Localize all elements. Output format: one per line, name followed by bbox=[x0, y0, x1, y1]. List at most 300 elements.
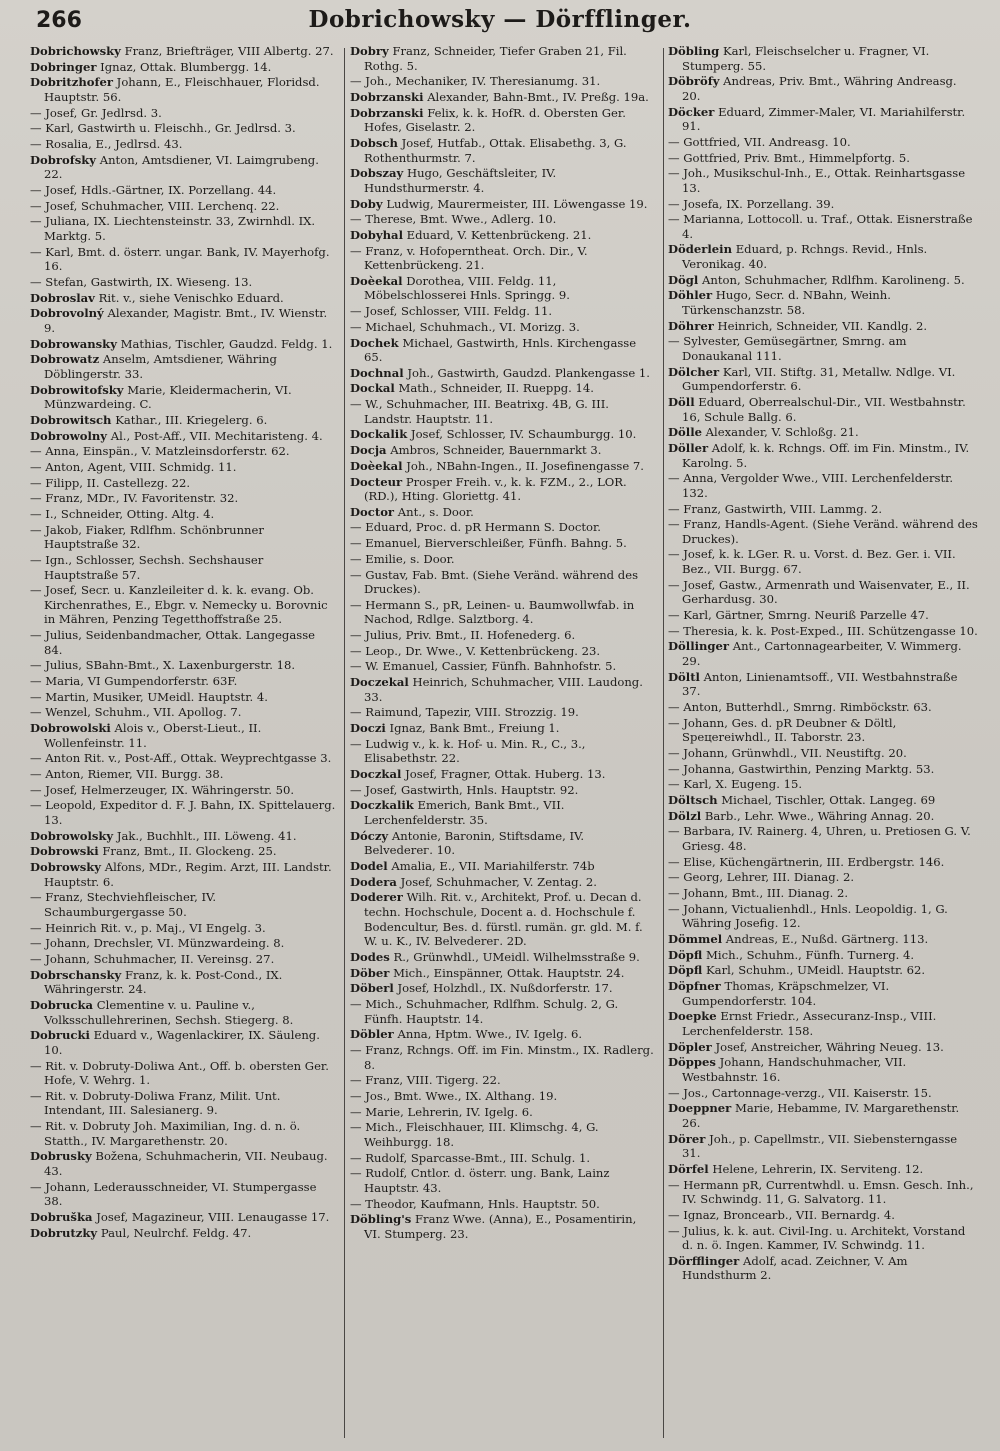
entry-details: Alexander, V. Schloßg. 21. bbox=[705, 425, 859, 440]
entry-details: Michael, Tischler, Ottak. Langeg. 69 bbox=[721, 793, 936, 807]
entry-details: — Theodor, Kaufmann, Hnls. Hauptstr. 50. bbox=[350, 1196, 600, 1211]
directory-entry bbox=[668, 242, 978, 271]
entry-surname: Dobrzanski bbox=[350, 105, 424, 120]
directory-entry bbox=[668, 471, 978, 500]
entry-details: — Josef, Hdls.-Gärtner, IX. Porzellang. 44. bbox=[30, 183, 277, 197]
entry-details: — Josef, Gastw., Armenrath und Waisenvater, E., II. Gerhardusg. 30. bbox=[668, 577, 970, 607]
entry-details: — Jakob, Fiaker, Rdlfhm. Schönbrunner Hauptstraße 32. bbox=[30, 522, 264, 552]
entry-details: Al., Post-Aff., VII. Mechitaristeng. 4. bbox=[110, 428, 323, 443]
entry-details: — Josef, Schlosser, VIII. Feldg. 11. bbox=[350, 304, 553, 319]
entry-surname: Doczi bbox=[350, 721, 386, 736]
entry-details: — Johann, Drechsler, VI. Münzwardeing. 8. bbox=[30, 936, 285, 951]
directory-entry bbox=[30, 476, 336, 491]
entry-details: Andreas, E., Nußd. Gärtnerg. 113. bbox=[725, 932, 929, 946]
directory-entry bbox=[30, 60, 336, 75]
entry-details: — Josef, Helmerzeuger, IX. Währingerstr. 50. bbox=[30, 782, 295, 797]
directory-entry bbox=[668, 441, 978, 470]
entry-details: — Theresia, k. k. Post-Exped., III. Schützengasse 10. bbox=[668, 623, 978, 638]
directory-entry bbox=[668, 1040, 978, 1055]
directory-entry bbox=[350, 767, 654, 782]
entry-surname: Dörfel bbox=[668, 1161, 709, 1176]
entry-details: — Mich., Schuhmacher, Rdlfhm. Schulg. 2, G. Fünfh. Hauptstr. 14. bbox=[350, 996, 619, 1026]
running-title: Dobrichowsky — Dörfflinger. bbox=[308, 6, 692, 33]
directory-entry bbox=[30, 275, 336, 290]
directory-entry bbox=[350, 475, 654, 504]
entry-surname: Dölcher bbox=[668, 364, 720, 379]
entry-details: Barb., Lehr. Wwe., Währing Annag. 20. bbox=[704, 808, 935, 823]
entry-details: — Mich., Fleischhauer, III. Klimschg. 4, G. Weihburgg. 18. bbox=[350, 1120, 599, 1149]
directory-entry bbox=[350, 598, 654, 627]
entry-details: — Julius, k. k. aut. Civil-Ing. u. Architekt, Vorstand d. n. ö. Ingen. Kammer, IV. Schwindg. 11. bbox=[668, 1223, 966, 1253]
entry-details: — Hermann pR, Currentwhdl. u. Emsn. Gesch. Inh., IV. Schwindg. 11, G. Salvatorg. 11. bbox=[668, 1177, 974, 1207]
entry-details: Franz Wwe. (Anna), E., Posamentirin, VI. Stumperg. 23. bbox=[364, 1212, 637, 1241]
entry-details: — Anton Rit. v., Post-Aff., Ottak. Weyprechtgasse 3. bbox=[30, 751, 332, 766]
entry-details: Andreas, Priv. Bmt., Währing Andreasg. 20. bbox=[682, 74, 957, 103]
entry-surname: Döhrer bbox=[668, 318, 714, 333]
entry-surname: Dobritzhofer bbox=[30, 75, 113, 90]
entry-details: Kathar., III. Kriegelerg. 6. bbox=[115, 412, 268, 427]
directory-entry bbox=[668, 502, 978, 517]
directory-entry bbox=[350, 336, 654, 365]
directory-entry bbox=[30, 998, 336, 1027]
directory-entry bbox=[30, 1028, 336, 1057]
entry-surname: Dochnal bbox=[350, 365, 404, 380]
entry-details: Anton, Linienamtsoff., VII. Westbahnstraße 37. bbox=[682, 669, 958, 699]
entry-surname: Doctor bbox=[350, 504, 395, 519]
entry-details: Felix, k. k. HofR. d. Obersten Ger. Hofes, Giselastr. 2. bbox=[364, 105, 626, 135]
directory-entry bbox=[30, 137, 336, 152]
directory-entry bbox=[30, 523, 336, 552]
entry-surname: Döbling's bbox=[350, 1212, 412, 1227]
entry-details: Marie, Kleidermacherin, VI. Münzwardeing. C. bbox=[44, 382, 292, 412]
directory-entry bbox=[30, 153, 336, 182]
directory-entry bbox=[668, 670, 978, 699]
entry-surname: Doczkalik bbox=[350, 798, 414, 813]
directory-entry bbox=[350, 536, 654, 551]
entry-surname: Dodes bbox=[350, 949, 390, 964]
entry-details: Amalia, E., VII. Mariahilferstr. 74b bbox=[391, 859, 595, 874]
directory-entry bbox=[668, 44, 978, 73]
directory-entry bbox=[30, 337, 336, 352]
entry-details: Ambros, Schneider, Bauernmarkt 3. bbox=[390, 443, 602, 458]
entry-surname: Döderlein bbox=[668, 242, 732, 257]
directory-entry bbox=[350, 106, 654, 135]
entry-surname: Dóczy bbox=[350, 828, 389, 843]
entry-details: Jak., Buchhlt., III. Löweng. 41. bbox=[116, 828, 297, 843]
directory-entry bbox=[30, 658, 336, 673]
directory-entry bbox=[30, 860, 336, 889]
entry-details: — Gottfried, Priv. Bmt., Himmelpfortg. 5. bbox=[668, 150, 910, 165]
directory-entry bbox=[30, 460, 336, 475]
directory-entry bbox=[350, 981, 654, 996]
entry-details: Eduard, Oberrealschul-Dir., VII. Westbahnstr. 16, Schule Ballg. 6. bbox=[682, 394, 966, 424]
directory-entry bbox=[350, 552, 654, 567]
entry-surname: Döller bbox=[668, 440, 709, 455]
entry-surname: Döcker bbox=[668, 104, 715, 119]
entry-surname: Dobrschansky bbox=[30, 967, 122, 982]
entry-surname: Docja bbox=[350, 443, 387, 458]
entry-surname: Döpfl bbox=[668, 963, 703, 978]
directory-entry bbox=[30, 890, 336, 919]
entry-details: Božena, Schuhmacherin, VII. Neubaug. 43. bbox=[44, 1149, 328, 1179]
entry-details: Eduard v., Wagenlackirer, IX. Säuleng. 10. bbox=[44, 1028, 320, 1057]
entry-surname: Dobrowsky bbox=[30, 860, 102, 875]
directory-entry bbox=[30, 1059, 336, 1088]
entry-details: — Barbara, IV. Rainerg. 4, Uhren, u. Pretiosen G. V. Griesg. 48. bbox=[668, 824, 971, 853]
entry-details: Eduard, V. Kettenbrückeng. 21. bbox=[406, 227, 592, 242]
entry-surname: Döberl bbox=[350, 981, 394, 996]
entry-surname: Dörfflinger bbox=[668, 1253, 740, 1268]
entry-details: — Sylvester, Gemüsegärtner, Smrng. am Donaukanal 111. bbox=[668, 334, 907, 363]
directory-entry bbox=[668, 777, 978, 792]
directory-entry bbox=[350, 1073, 654, 1088]
directory-entry bbox=[30, 1226, 336, 1241]
directory-entry bbox=[350, 644, 654, 659]
entry-details: Wilh. Rit. v., Architekt, Prof. u. Decan d. techn. Hochschule, Docent a. d. Hochschule f. Bodencultur, Bes. d. fürstl. rumän. gr. gld. M. f. W. u. K., IV. Belvederег. 2D. bbox=[364, 890, 643, 949]
directory-entry bbox=[30, 952, 336, 967]
directory-entry bbox=[668, 74, 978, 103]
entry-details: Dorothea, VIII. Feldg. 11, Möbelschlosserei Hnls. Springg. 9. bbox=[364, 273, 570, 303]
entry-details: Mich., Schuhm., Fünfh. Turnerg. 4. bbox=[706, 947, 915, 962]
entry-details: — Anton, Agent, VIII. Schmidg. 11. bbox=[30, 459, 237, 474]
directory-entry bbox=[668, 624, 978, 639]
directory-entry bbox=[350, 381, 654, 396]
directory-entry bbox=[30, 491, 336, 506]
entry-details: Josef, Holzhdl., IX. Nußdorferstr. 17. bbox=[397, 981, 613, 996]
entry-details: — Johann, Grünwhdl., VII. Neustiftg. 20. bbox=[668, 745, 907, 760]
directory-entry bbox=[668, 932, 978, 947]
directory-entry bbox=[668, 746, 978, 761]
entry-details: — Marianna, Lottocoll. u. Traf., Ottak. Eisnerstraße 4. bbox=[668, 212, 973, 241]
entry-details: Franz, k. k. Post-Cond., IX. Währingerstr. 24. bbox=[44, 967, 283, 997]
entry-details: Clementine v. u. Pauline v., Volksschullehrerinen, Sechsh. Stiegerg. 8. bbox=[44, 998, 294, 1027]
directory-entry bbox=[668, 517, 978, 546]
directory-entry bbox=[350, 443, 654, 458]
entry-surname: Dobrowitofsky bbox=[30, 382, 124, 397]
entry-surname: Döhler bbox=[668, 288, 713, 303]
entry-surname: Dobrofsky bbox=[30, 152, 97, 167]
entry-details: Karl, VII. Stiftg. 31, Metallw. Ndlge. VI. Gumpendorferstr. 6. bbox=[682, 364, 956, 394]
directory-entry bbox=[30, 383, 336, 412]
directory-entry bbox=[350, 274, 654, 303]
entry-surname: Dobsch bbox=[350, 135, 398, 150]
directory-entry bbox=[350, 1043, 654, 1072]
entry-details: — Franz, Stechviehfleischer, IV. Schaumburgergasse 50. bbox=[30, 890, 217, 919]
entry-details: Alois v., Oberst-Lieut., II. Wollenfeinstr. 11. bbox=[44, 721, 262, 750]
entry-surname: Döbling bbox=[668, 44, 720, 58]
directory-entry bbox=[350, 628, 654, 643]
entry-surname: Doczekal bbox=[350, 675, 409, 690]
entry-details: — Franz, VIII. Tigerg. 22. bbox=[350, 1073, 501, 1088]
entry-surname: Döbler bbox=[350, 1027, 394, 1042]
entry-details: — Josef, Gastwirth, Hnls. Hauptstr. 92. bbox=[350, 782, 579, 797]
entry-details: Anna, Hptm. Wwe., IV. Igelg. 6. bbox=[397, 1027, 583, 1042]
entry-details: R., Grünwhdl., UMeidl. Wilhelmsstraße 9. bbox=[393, 949, 640, 964]
directory-entry bbox=[350, 366, 654, 381]
entry-details: — Wenzel, Schuhm., VII. Apollog. 7. bbox=[30, 705, 242, 720]
entry-details: — Michael, Schuhmach., VI. Morizg. 3. bbox=[350, 319, 580, 334]
directory-entry bbox=[350, 74, 654, 89]
entry-details: — Julius, Seidenbandmacher, Ottak. Langegasse 84. bbox=[30, 628, 316, 657]
directory-entry bbox=[668, 212, 978, 241]
entry-details: Josef, Hutfab., Ottak. Elisabethg. 3, G. Rothenthurmstr. 7. bbox=[364, 135, 627, 165]
entry-details: — Anna, Vergolder Wwe., VIII. Lerchenfelderstr. 132. bbox=[668, 471, 954, 500]
directory-entry bbox=[350, 890, 654, 948]
entry-details: Prosper Freih. v., k. k. FZM., 2., LOR. (RD.), Hting. Gloriettg. 41. bbox=[364, 474, 627, 504]
entry-details: — Josef, Secr. u. Kanzleileiter d. k. k. evang. Ob. Kirchenrathes, E., Ebgr. v. Nemecky u. Borovnic in Mähren, Penzing Tegetthoffstraße 25. bbox=[30, 583, 328, 627]
directory-entry bbox=[668, 395, 978, 424]
entry-details: — Johann, Victualienhdl., Hnls. Leopoldig. 1, G. Währing Josefig. 12. bbox=[668, 901, 948, 931]
directory-entry bbox=[350, 304, 654, 319]
directory-entry bbox=[30, 1089, 336, 1118]
entry-surname: Docteur bbox=[350, 474, 403, 489]
entry-details: Josef, Schlosser, IV. Schaumburgg. 10. bbox=[410, 427, 637, 442]
directory-entry bbox=[350, 320, 654, 335]
entry-details: Ant., Cartonnagearbeiter, V. Wimmerg. 29. bbox=[682, 639, 962, 668]
entry-details: — Anna, Einspän., V. Matzleinsdorferstr. 62. bbox=[30, 444, 290, 459]
directory-entry bbox=[350, 783, 654, 798]
entry-details: — Marie, Lehrerin, IV. Igelg. 6. bbox=[350, 1104, 533, 1119]
entry-details: — Jos., Cartonnage-verzg., VII. Kaiserstr. 15. bbox=[668, 1085, 932, 1100]
directory-entry bbox=[350, 90, 654, 105]
directory-entry bbox=[30, 553, 336, 582]
page-number: 266 bbox=[36, 8, 82, 33]
entry-details: — Gottfried, VII. Andreasg. 10. bbox=[668, 134, 851, 149]
directory-entry bbox=[350, 1027, 654, 1042]
entry-details: — Filipp, II. Castellezg. 22. bbox=[30, 475, 191, 490]
directory-entry bbox=[668, 639, 978, 668]
entry-surname: Dochek bbox=[350, 335, 399, 350]
directory-entry bbox=[30, 798, 336, 827]
entry-details: — Johann, Bmt., III. Dianag. 2. bbox=[668, 886, 849, 901]
entry-details: Ant., s. Door. bbox=[397, 504, 474, 519]
directory-entry bbox=[350, 44, 654, 73]
entry-details: — Ignaz, Broncearb., VII. Bernardg. 4. bbox=[668, 1207, 895, 1222]
column-divider bbox=[663, 48, 664, 1438]
entry-details: — W. Emanuel, Cassier, Fünfh. Bahnhofstr. 5. bbox=[350, 659, 617, 674]
entry-details: — Heinrich Rit. v., p. Maj., VI Engelg. 3. bbox=[30, 920, 266, 935]
entry-details: — Rudolf, Sparcasse-Bmt., III. Schulg. 1. bbox=[350, 1150, 591, 1165]
entry-surname: Dobrucki bbox=[30, 1028, 90, 1043]
entry-surname: Dobruška bbox=[30, 1210, 93, 1224]
directory-entry bbox=[668, 273, 978, 288]
directory-entry bbox=[30, 690, 336, 705]
entry-details: Anton, Amtsdiener, VI. Laimgrubeng. 22. bbox=[44, 152, 319, 182]
directory-entry bbox=[668, 824, 978, 853]
entry-details: — Julius, Priv. Bmt., II. Hofenederg. 6. bbox=[350, 628, 576, 643]
entry-surname: Dobyhal bbox=[350, 227, 403, 242]
directory-entry bbox=[30, 1180, 336, 1209]
entry-details: Anselm, Amtsdiener, Währing Döblingerstr. 33. bbox=[44, 352, 277, 381]
entry-surname: Dobszay bbox=[350, 166, 404, 181]
directory-entry bbox=[30, 183, 336, 198]
entry-details: — Anton, Riemer, VII. Burgg. 38. bbox=[30, 767, 224, 782]
directory-entry bbox=[668, 365, 978, 394]
directory-entry bbox=[30, 291, 336, 306]
entry-details: Emerich, Bank Bmt., VII. Lerchenfelderstr. 35. bbox=[364, 798, 565, 828]
entry-surname: Döber bbox=[350, 965, 390, 980]
directory-entry bbox=[668, 288, 978, 317]
entry-details: Mich., Einspänner, Ottak. Hauptstr. 24. bbox=[393, 965, 625, 980]
entry-surname: Dobrzanski bbox=[350, 89, 424, 104]
entry-details: — Hermann S., pR, Leinen- u. Baumwollwfab. in Nachod, Rdlge. Salztborg. 4. bbox=[350, 597, 635, 627]
directory-entry bbox=[350, 1105, 654, 1120]
entry-surname: Dömmel bbox=[668, 932, 723, 946]
entry-details: Josef, Schuhmacher, V. Zentag. 2. bbox=[400, 874, 597, 889]
entry-surname: Dobrowansky bbox=[30, 336, 117, 351]
directory-entry bbox=[350, 659, 654, 674]
entry-details: — Joh., Musikschul-Inh., E., Ottak. Reinhartsgasse 13. bbox=[668, 166, 966, 195]
directory-entry bbox=[668, 762, 978, 777]
directory-entry bbox=[350, 212, 654, 227]
directory-entry bbox=[668, 197, 978, 212]
directory-entry bbox=[668, 1224, 978, 1253]
entry-surname: Döbröfy bbox=[668, 74, 720, 89]
entry-details: — Josefa, IX. Porzellang. 39. bbox=[668, 196, 835, 211]
directory-entry bbox=[350, 859, 654, 874]
entry-surname: Döltl bbox=[668, 669, 700, 684]
entry-details: Adolf, acad. Zeichner, V. Am Hundsthurm 2. bbox=[682, 1253, 908, 1283]
entry-details: — W., Schuhmacher, III. Beatrixg. 4B, G. III. Landstr. Hauptstr. 11. bbox=[350, 397, 609, 426]
directory-entry bbox=[668, 979, 978, 1008]
entry-details: — Juliana, IX. Liechtensteinstr. 33, Zwirnhdl. IX. Marktg. 5. bbox=[30, 214, 316, 243]
entry-details: Mathias, Tischler, Gaudzd. Feldg. 1. bbox=[120, 336, 333, 351]
directory-entry bbox=[350, 427, 654, 442]
column-divider bbox=[344, 48, 345, 1438]
entry-details: Heinrich, Schneider, VII. Kandlg. 2. bbox=[717, 318, 928, 333]
entry-details: — Franz, MDr., IV. Favoritenstr. 32. bbox=[30, 491, 239, 506]
directory-entry bbox=[350, 950, 654, 965]
entry-details: Josef, Fragner, Ottak. Huberg. 13. bbox=[405, 767, 606, 782]
entry-surname: Dobrowolsky bbox=[30, 828, 114, 843]
entry-details: Karl, Schuhm., UMeidl. Hauptstr. 62. bbox=[706, 963, 926, 978]
entry-surname: Doèekal bbox=[350, 458, 403, 473]
directory-entry bbox=[668, 902, 978, 931]
directory-columns bbox=[30, 44, 980, 1444]
entry-details: — Franz, v. Hofoperntheat. Orch. Dir., V. Kettenbrückeng. 21. bbox=[350, 243, 588, 273]
directory-entry bbox=[668, 135, 978, 150]
directory-entry bbox=[30, 75, 336, 104]
entry-details: — Rit. v. Dobruty Joh. Maximilian, Ing. d. n. ö. Statth., IV. Margarethenstr. 20. bbox=[30, 1119, 301, 1148]
entry-details: Hugo, Secr. d. NBahn, Weinh. Türkenschanzstr. 58. bbox=[682, 288, 891, 318]
entry-surname: Doèekal bbox=[350, 273, 403, 288]
entry-details: — Franz, Handls-Agent. (Siehe Veränd. während des Druckes). bbox=[668, 517, 978, 546]
directory-entry bbox=[668, 1086, 978, 1101]
directory-entry bbox=[350, 136, 654, 165]
entry-details: — Martin, Musiker, UMeidl. Hauptstr. 4. bbox=[30, 689, 268, 704]
entry-surname: Döltsch bbox=[668, 793, 718, 807]
directory-entry bbox=[668, 963, 978, 978]
entry-details: Alexander, Bahn-Bmt., IV. Preßg. 19a. bbox=[427, 89, 649, 104]
entry-details: — Stefan, Gastwirth, IX. Wieseng. 13. bbox=[30, 274, 253, 289]
entry-details: — Leop., Dr. Wwe., V. Kettenbrückeng. 23. bbox=[350, 643, 601, 658]
entry-surname: Dobrichowsky bbox=[30, 44, 121, 58]
entry-surname: Döppes bbox=[668, 1055, 716, 1070]
entry-details: — Rudolf, Cntlor. d. österr. ung. Bank, Lainz Hauptstr. 43. bbox=[350, 1166, 610, 1195]
directory-entry bbox=[30, 583, 336, 627]
entry-surname: Dobrowolny bbox=[30, 428, 108, 443]
directory-entry bbox=[350, 1212, 654, 1241]
directory-entry bbox=[30, 214, 336, 243]
entry-details: — Maria, VI Gumpendorferstr. 63F. bbox=[30, 674, 238, 689]
entry-surname: Dockalik bbox=[350, 427, 408, 442]
entry-details: — Rit. v. Dobruty-Doliwa Ant., Off. b. obersten Ger. Hofe, V. Wehrg. 1. bbox=[30, 1058, 329, 1088]
entry-surname: Dobrovolný bbox=[30, 306, 104, 321]
entry-details: — Franz, Rchngs. Off. im Fin. Minstm., IX. Radlerg. 8. bbox=[350, 1042, 654, 1072]
directory-entry bbox=[30, 444, 336, 459]
entry-details: — Elise, Küchengärtnerin, III. Erdbergstr. 146. bbox=[668, 854, 945, 869]
directory-entry bbox=[350, 166, 654, 195]
entry-surname: Dobrowatz bbox=[30, 352, 100, 367]
directory-entry bbox=[668, 1132, 978, 1161]
entry-details: — Johann, Schuhmacher, II. Vereinsg. 27. bbox=[30, 952, 275, 967]
entry-details: Joh., NBahn-Ingen., II. Josefinengasse 7. bbox=[406, 458, 644, 473]
entry-details: — Eduard, Proc. d. pR Hermann S. Doctor. bbox=[350, 520, 601, 535]
entry-details: — Leopold, Expeditor d. F. J. Bahn, IX. Spittelauerg. 13. bbox=[30, 798, 336, 828]
directory-entry bbox=[668, 319, 978, 334]
entry-details: Ludwig, Maurermeister, III. Löwengasse 19. bbox=[386, 196, 648, 211]
entry-details: — Josef, k. k. LGer. R. u. Vorst. d. Bez. Ger. i. VII. Bez., VII. Burgg. 67. bbox=[668, 547, 956, 577]
directory-entry bbox=[30, 106, 336, 121]
entry-surname: Döllinger bbox=[668, 639, 730, 654]
entry-details: — Johanna, Gastwirthin, Penzing Marktg. 53. bbox=[668, 761, 935, 776]
directory-entry bbox=[668, 334, 978, 363]
directory-entry bbox=[350, 520, 654, 535]
entry-details: Math., Schneider, II. Rueppg. 14. bbox=[398, 381, 594, 396]
directory-entry bbox=[668, 700, 978, 715]
entry-details: Rit. v., siehe Venischko Eduard. bbox=[98, 290, 284, 305]
column-2 bbox=[350, 44, 660, 1439]
entry-details: Thomas, Kräpschmelzer, VI. Gumpendorferstr. 104. bbox=[682, 979, 890, 1008]
directory-entry bbox=[30, 921, 336, 936]
entry-surname: Dodera bbox=[350, 874, 397, 889]
directory-entry bbox=[30, 783, 336, 798]
directory-entry bbox=[30, 1210, 336, 1225]
directory-entry bbox=[350, 1166, 654, 1195]
entry-details: Ignaz, Bank Bmt., Freiung 1. bbox=[389, 721, 560, 736]
directory-entry bbox=[350, 459, 654, 474]
directory-entry bbox=[30, 844, 336, 859]
directory-entry bbox=[350, 875, 654, 890]
directory-entry bbox=[668, 793, 978, 808]
entry-details: Johann, Handschuhmacher, VII. Westbahnstr. 16. bbox=[682, 1055, 907, 1084]
entry-details: Ernst Friedr., Assecuranz-Insp., VIII. Lerchenfelderstr. 158. bbox=[682, 1009, 937, 1038]
entry-details: — Emilie, s. Door. bbox=[350, 551, 455, 566]
entry-details: Anton, Schuhmacher, Rdlfhm. Karolineng. 5. bbox=[702, 272, 965, 287]
entry-details: Franz, Schneider, Tiefer Graben 21, Fil. Rothg. 5. bbox=[364, 44, 627, 73]
entry-surname: Dölle bbox=[668, 425, 702, 440]
entry-details: — Johann, Lederausschneider, VI. Stumpergasse 38. bbox=[30, 1179, 317, 1209]
entry-surname: Dobrusky bbox=[30, 1149, 92, 1164]
directory-entry bbox=[668, 105, 978, 134]
entry-surname: Dobrowolski bbox=[30, 721, 111, 736]
directory-entry bbox=[30, 705, 336, 720]
entry-details: — Gustav, Fab. Bmt. (Siehe Veränd. während des Druckes). bbox=[350, 567, 639, 597]
directory-entry bbox=[350, 1120, 654, 1149]
entry-details: Josef, Anstreicher, Währing Neueg. 13. bbox=[715, 1039, 944, 1054]
entry-surname: Dobrucka bbox=[30, 998, 94, 1013]
directory-entry bbox=[668, 151, 978, 166]
directory-entry bbox=[30, 968, 336, 997]
directory-entry bbox=[350, 829, 654, 858]
entry-surname: Döpler bbox=[668, 1039, 712, 1054]
entry-surname: Dörer bbox=[668, 1131, 706, 1146]
directory-entry bbox=[668, 608, 978, 623]
directory-entry bbox=[30, 121, 336, 136]
directory-entry bbox=[668, 716, 978, 745]
entry-details: — Karl, Gärtner, Smrng. Neuriß Parzelle 47. bbox=[668, 608, 929, 623]
entry-details: — I., Schneider, Otting. Altg. 4. bbox=[30, 506, 215, 521]
